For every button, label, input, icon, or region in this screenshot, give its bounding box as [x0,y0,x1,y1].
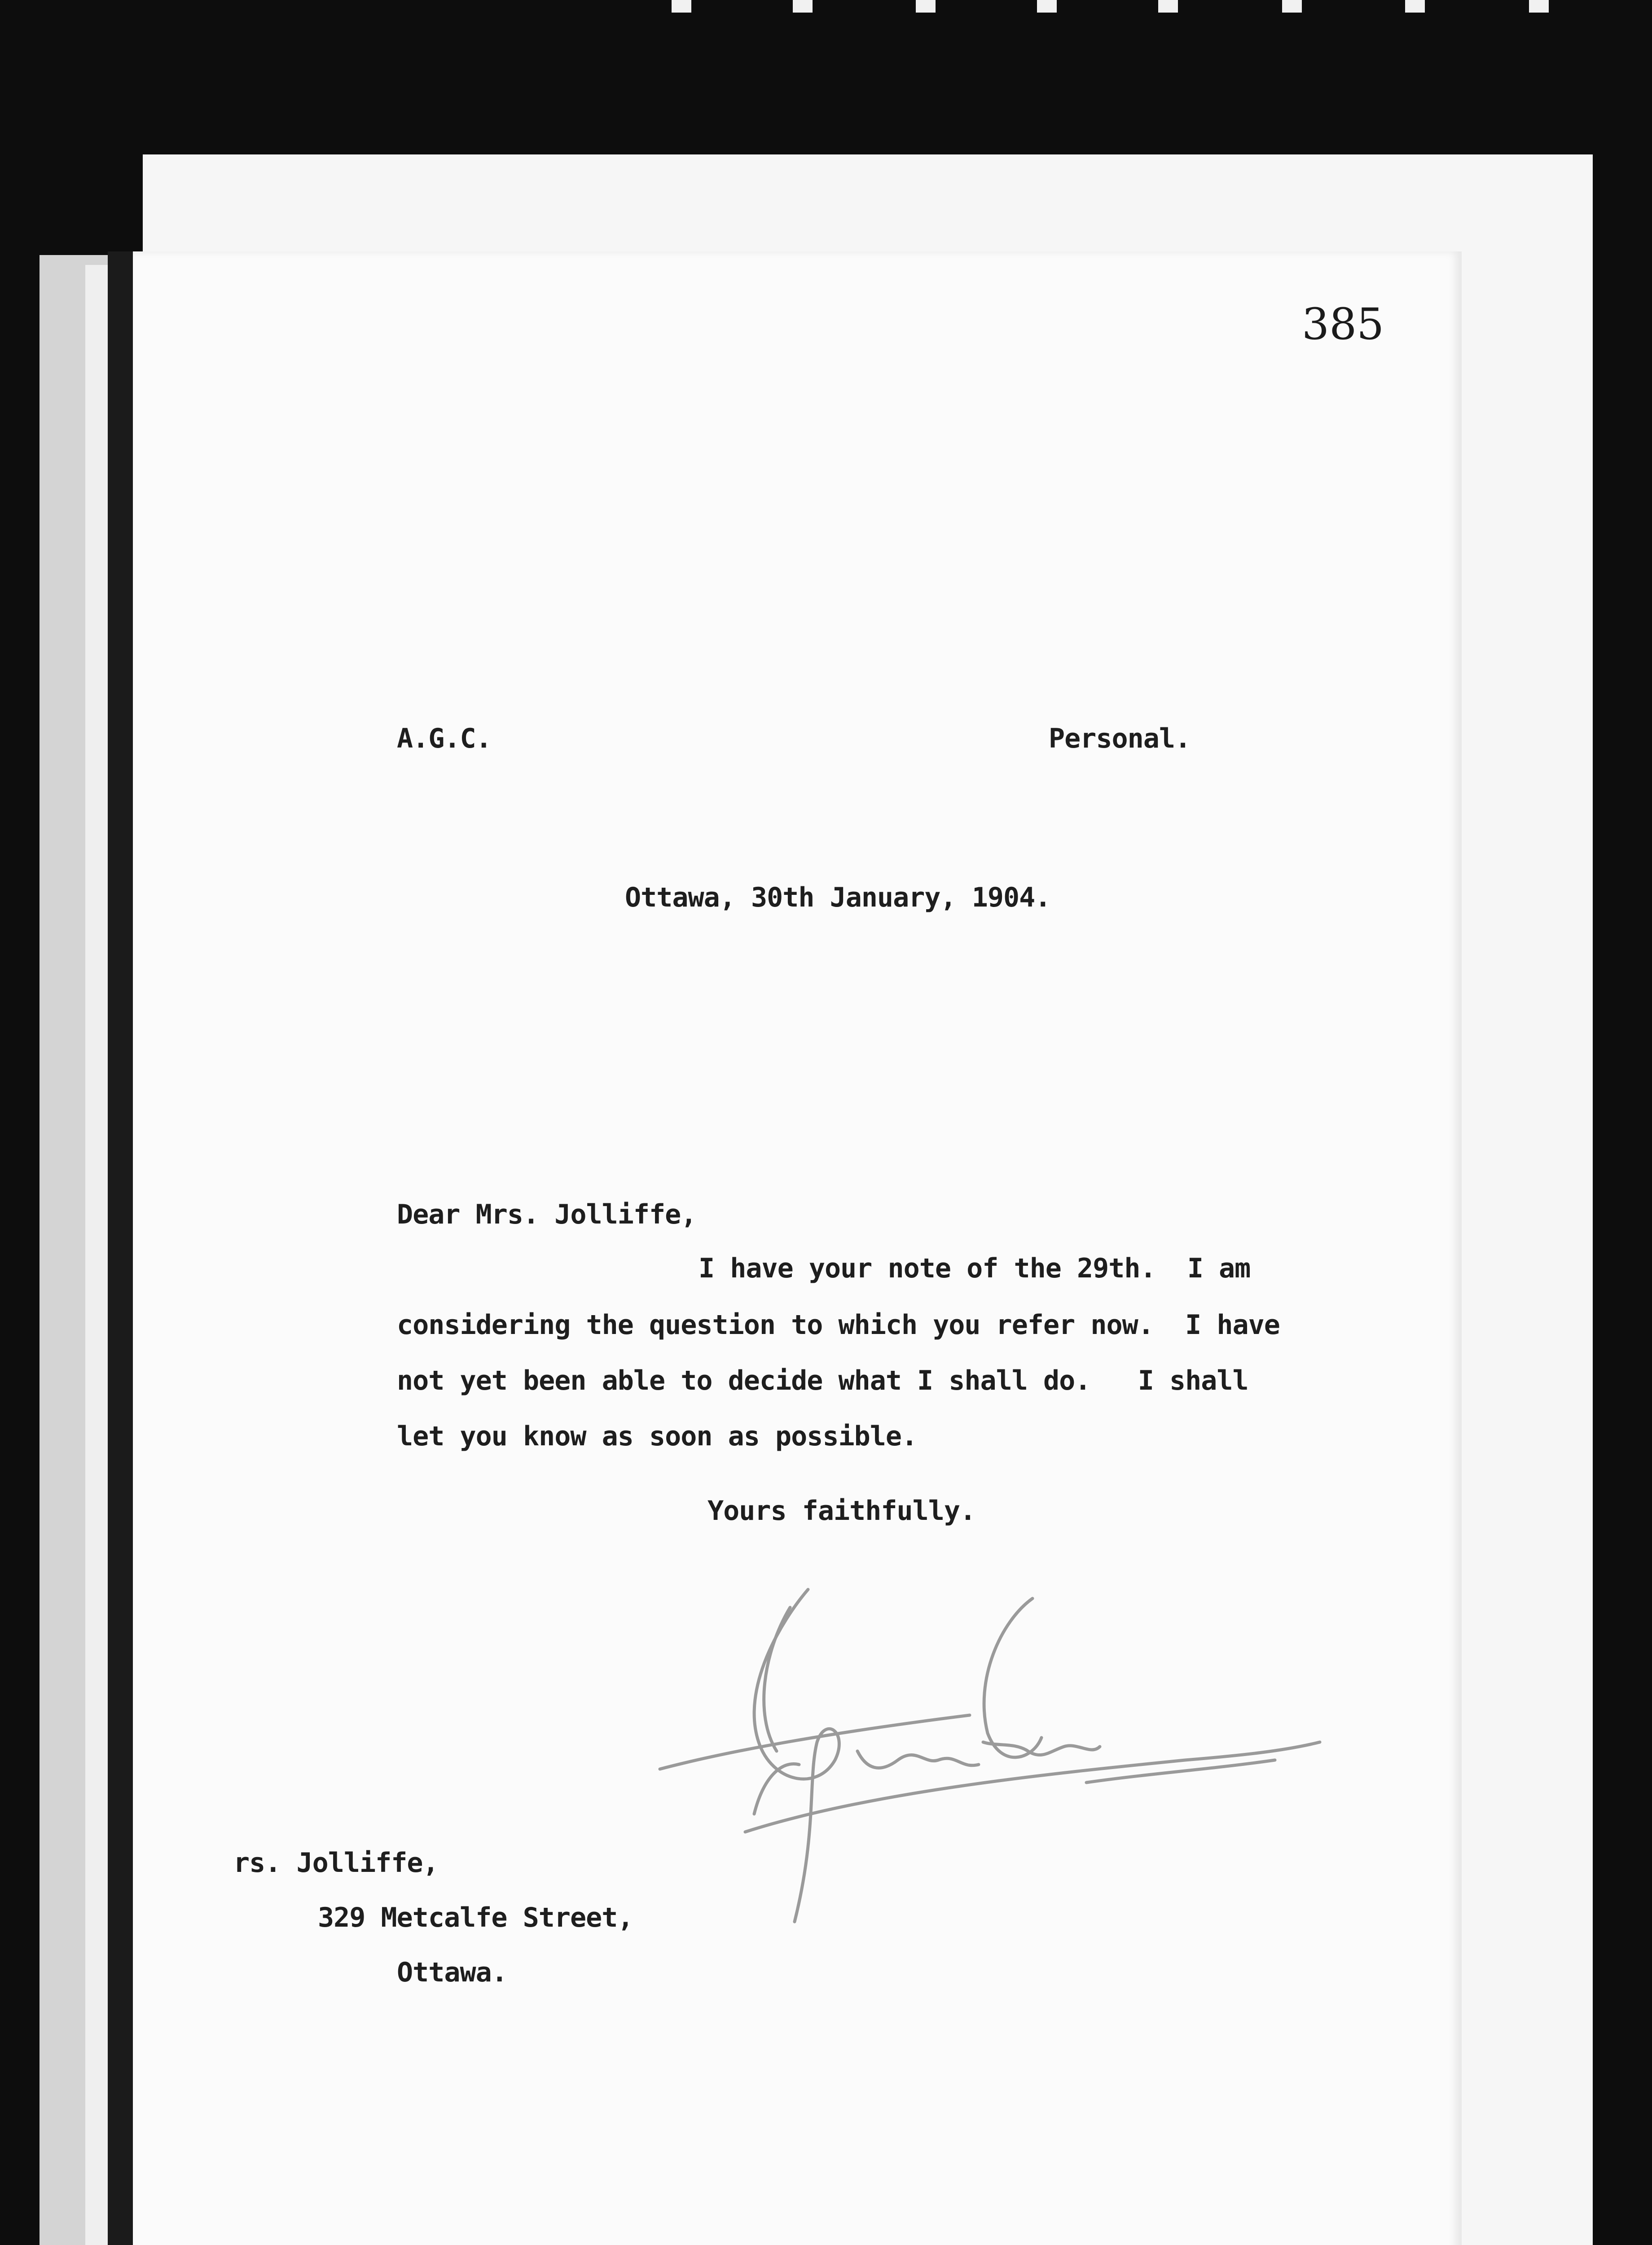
closing: Yours faithfully. [707,1495,976,1527]
film-edge-mark [1529,0,1549,13]
page-number: 385 [1302,299,1384,349]
film-edge-mark [1405,0,1425,13]
body-line: considering the question to which you refer now. I have [397,1309,1280,1341]
film-edge-mark [672,0,691,13]
film-edge-mark [916,0,936,13]
place-date-line: Ottawa, 30th January, 1904. [625,882,1051,913]
recipient-name: rs. Jolliffe, [233,1847,439,1879]
salutation: Dear Mrs. Jolliffe, [397,1199,697,1230]
body-line: I have your note of the 29th. I am [699,1253,1251,1284]
body-line: let you know as soon as possible. [397,1421,918,1452]
reference-initials: A.G.C. [397,723,492,754]
film-edge-mark [1282,0,1302,13]
recipient-street: 329 Metcalfe Street, [318,1902,633,1933]
film-edge-mark [793,0,813,13]
classification-label: Personal. [1049,723,1191,754]
film-edge-mark [1037,0,1057,13]
body-line: not yet been able to decide what I shall do. I shall [397,1365,1248,1396]
page-edge-shadow [108,251,135,2245]
handwritten-signature [646,1580,1338,1949]
recipient-city: Ottawa. [397,1957,507,1988]
film-edge-mark [1158,0,1178,13]
